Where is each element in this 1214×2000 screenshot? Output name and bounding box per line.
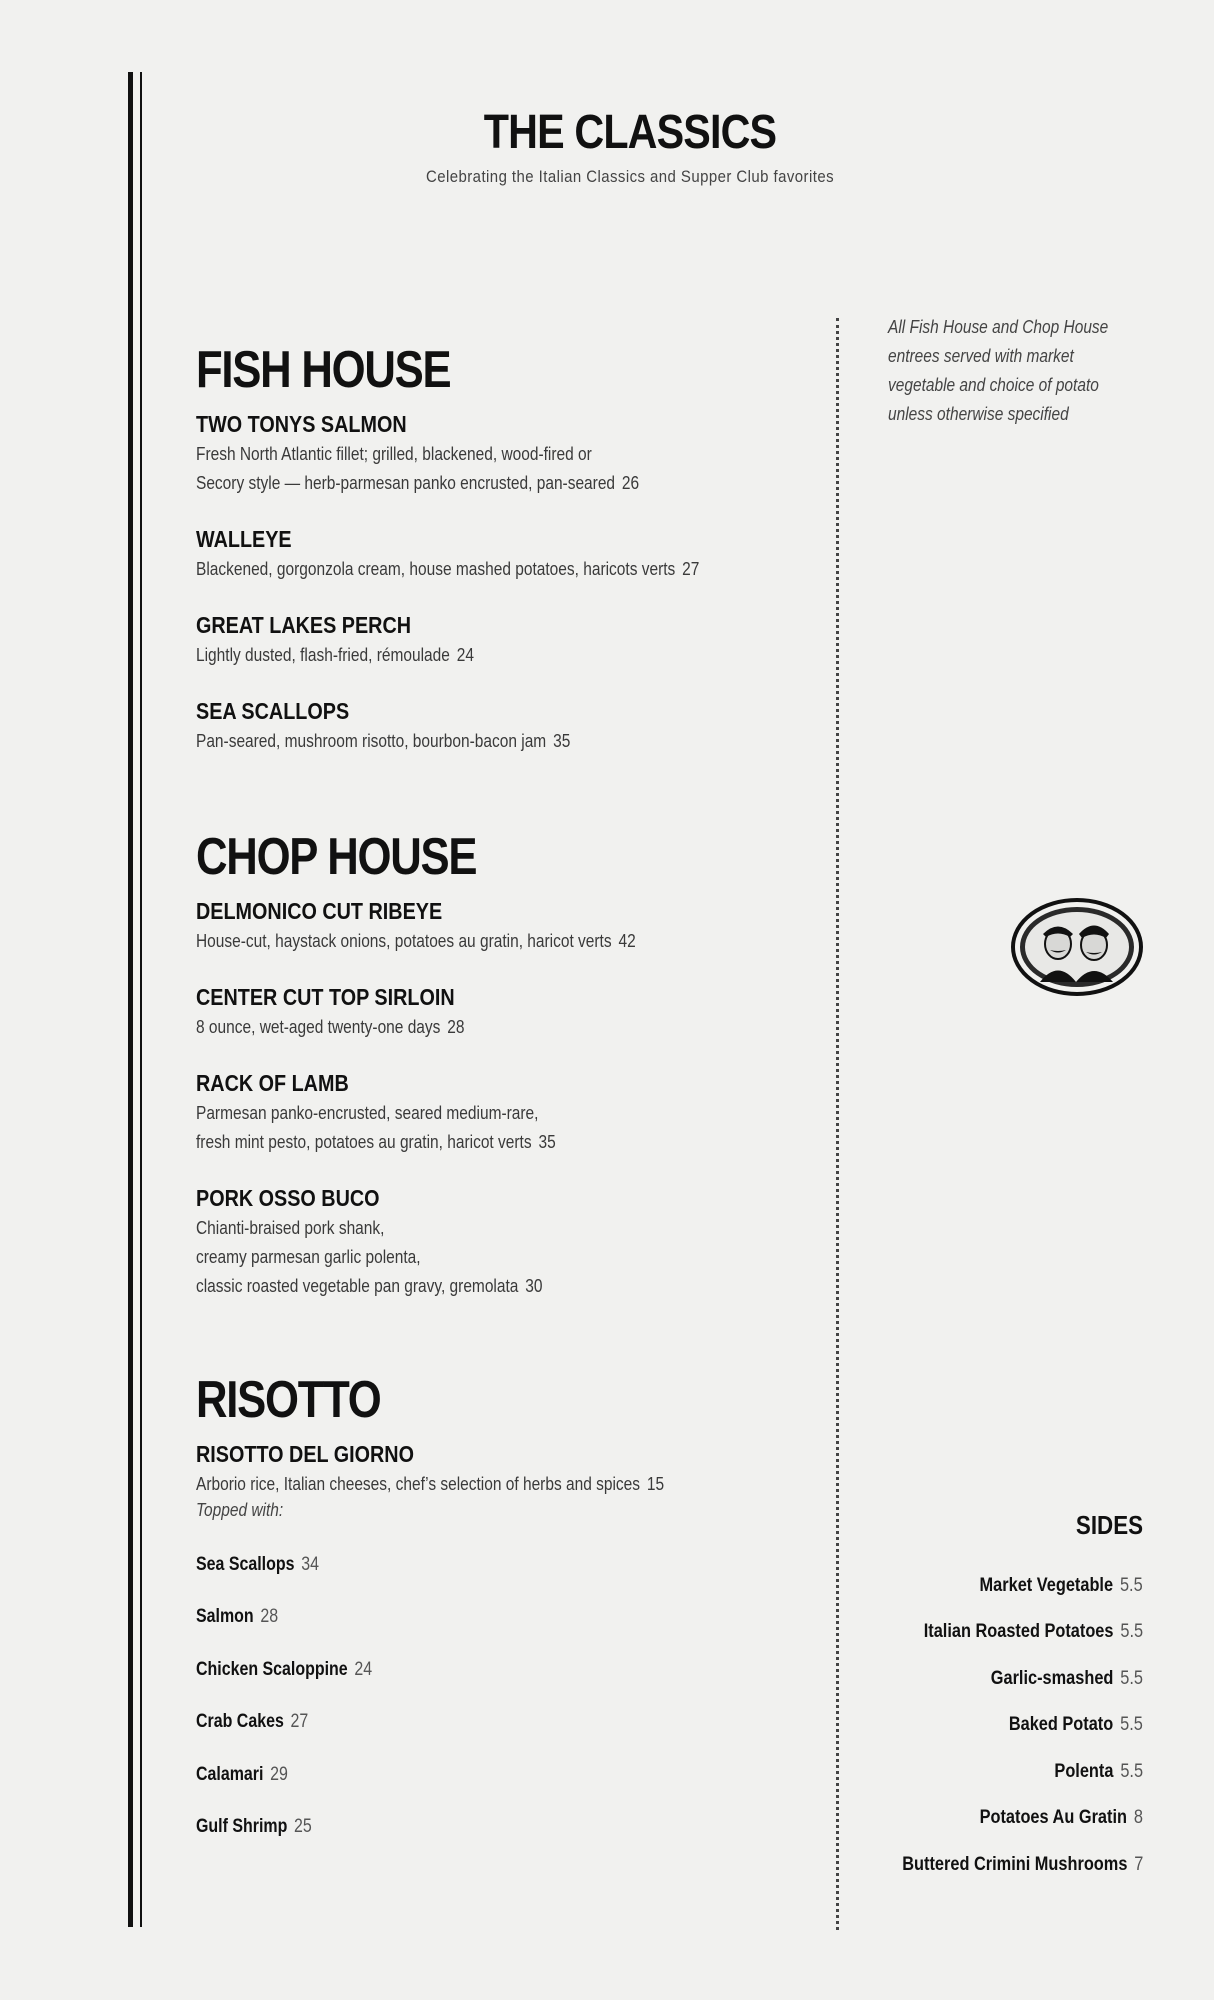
item-name: SEA SCALLOPS	[196, 698, 350, 724]
topping-item	[196, 1764, 288, 1786]
side-price: 8	[1133, 1807, 1143, 1828]
left-border-thin-rule	[140, 72, 142, 1927]
item-price: 35	[538, 1132, 556, 1152]
section-title-fish-house: FISH HOUSE	[196, 341, 451, 399]
side-price: 7	[1133, 1854, 1143, 1875]
side-name: Garlic-smashed	[990, 1668, 1114, 1689]
item-price: 27	[682, 559, 700, 579]
item-description: Fresh North Atlantic fillet; grilled, blackened, wood-fired or Secory style — herb-parmesan panko encrusted, pan-seared 26	[196, 444, 640, 493]
item-name: TWO TONYS SALMON	[196, 411, 407, 437]
topping-price: 34	[301, 1554, 319, 1575]
item-price: 15	[646, 1474, 665, 1494]
menu-item	[196, 1069, 816, 1157]
left-border-thick-rule	[128, 72, 133, 1927]
sides-title: SIDES	[1075, 1510, 1143, 1540]
item-description: Blackened, gorgonzola cream, house mashed potatoes, haricots verts 27	[196, 559, 700, 579]
topping-item	[196, 1606, 278, 1628]
page-title: THE CLASSICS	[483, 106, 777, 159]
side-item	[991, 1668, 1143, 1690]
side-price: 5.5	[1120, 1668, 1143, 1689]
topping-price: 25	[294, 1816, 312, 1837]
topping-name: Sea Scallops	[196, 1554, 295, 1575]
topping-name: Calamari	[196, 1764, 264, 1785]
side-item	[1054, 1761, 1143, 1783]
menu-item	[196, 1440, 816, 1499]
item-price: 24	[456, 645, 474, 665]
side-name: Italian Roasted Potatoes	[923, 1621, 1114, 1642]
item-description: Pan-seared, mushroom risotto, bourbon-bacon jam 35	[196, 731, 571, 751]
column-divider-dotted	[836, 318, 839, 1930]
menu-item	[196, 611, 816, 670]
item-price: 30	[525, 1276, 543, 1296]
item-name: WALLEYE	[196, 526, 292, 552]
topping-name: Gulf Shrimp	[196, 1816, 288, 1837]
section-title-risotto: RISOTTO	[196, 1371, 381, 1429]
menu-item	[196, 1184, 816, 1301]
menu-item	[196, 697, 816, 756]
item-description: 8 ounce, wet-aged twenty-one days 28	[196, 1017, 465, 1037]
topping-name: Crab Cakes	[196, 1711, 284, 1732]
side-name: Potatoes Au Gratin	[979, 1807, 1128, 1828]
item-description: House-cut, haystack onions, potatoes au gratin, haricot verts 42	[196, 931, 636, 951]
menu-item	[196, 410, 816, 498]
topping-price: 28	[260, 1606, 279, 1627]
topping-price: 27	[290, 1711, 309, 1732]
side-price: 5.5	[1120, 1621, 1143, 1642]
item-name: CENTER CUT TOP SIRLOIN	[196, 984, 455, 1010]
page-subtitle: Celebrating the Italian Classics and Supper Club favorites	[425, 167, 835, 186]
item-name: PORK OSSO BUCO	[196, 1185, 380, 1211]
item-price: 26	[621, 473, 640, 493]
side-item	[902, 1854, 1143, 1876]
topping-item	[196, 1816, 312, 1838]
item-name: GREAT LAKES PERCH	[196, 612, 412, 638]
topping-name: Salmon	[196, 1606, 254, 1627]
menu-item	[196, 983, 816, 1042]
topping-price: 24	[354, 1659, 373, 1680]
menu-item	[196, 897, 816, 956]
side-name: Baked Potato	[1008, 1714, 1114, 1735]
item-price: 28	[447, 1017, 465, 1037]
topping-item	[196, 1659, 372, 1681]
side-item	[924, 1621, 1143, 1643]
side-name: Market Vegetable	[979, 1575, 1114, 1596]
two-men-portrait-logo-icon	[1010, 897, 1144, 997]
item-description: Arborio rice, Italian cheeses, chef’s selection of herbs and spices 15	[196, 1474, 665, 1494]
item-name: RACK OF LAMB	[196, 1070, 349, 1096]
item-description: Lightly dusted, flash-fried, rémoulade 24	[196, 645, 474, 665]
item-price: 42	[618, 931, 636, 951]
served-with-note: All Fish House and Chop House entrees served with market vegetable and choice of potato unless otherwise specified	[888, 317, 1109, 424]
topping-item	[196, 1554, 319, 1576]
side-item	[980, 1807, 1143, 1829]
side-price: 5.5	[1120, 1761, 1143, 1782]
topped-with-label: Topped with:	[196, 1500, 284, 1520]
topping-item	[196, 1711, 308, 1733]
side-price: 5.5	[1120, 1714, 1143, 1735]
item-name: RISOTTO DEL GIORNO	[196, 1441, 414, 1467]
section-title-chop-house: CHOP HOUSE	[196, 828, 477, 886]
topping-price: 29	[270, 1764, 288, 1785]
topping-name: Chicken Scaloppine	[196, 1659, 348, 1680]
side-name: Polenta	[1054, 1761, 1114, 1782]
item-description: Chianti-braised pork shank, creamy parmesan garlic polenta, classic roasted vegetable pan gravy, gremolata 30	[196, 1218, 543, 1296]
item-name: DELMONICO CUT RIBEYE	[196, 898, 443, 924]
side-name: Buttered Crimini Mushrooms	[901, 1854, 1128, 1875]
item-price: 35	[553, 731, 571, 751]
item-description: Parmesan panko-encrusted, seared medium-rare, fresh mint pesto, potatoes au gratin, haricot verts 35	[196, 1103, 556, 1152]
menu-item	[196, 525, 816, 584]
side-item	[1009, 1714, 1143, 1736]
side-price: 5.5	[1120, 1575, 1143, 1596]
side-item	[980, 1575, 1143, 1597]
